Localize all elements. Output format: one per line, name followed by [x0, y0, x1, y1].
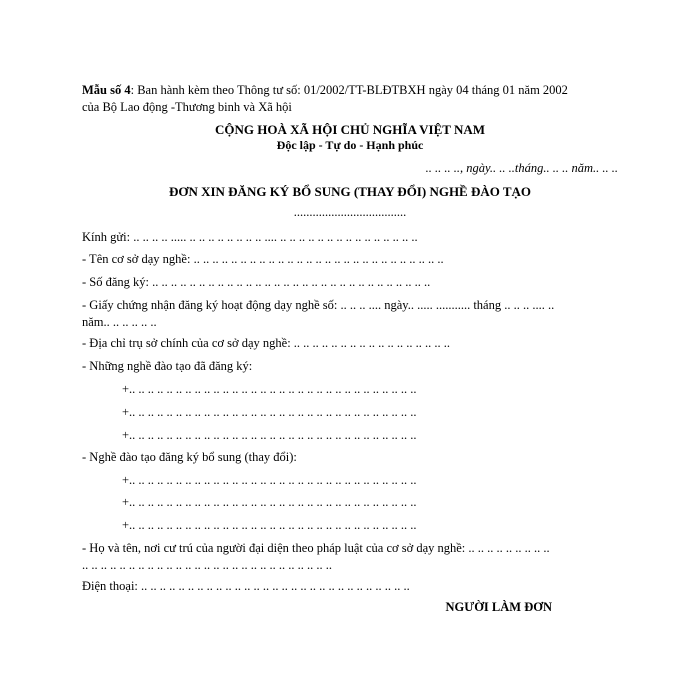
certificate-line: - Giấy chứng nhận đăng ký hoạt động dạy nghề số: .. .. .. .... ngày.. ..... ........... tháng .. .. .. .... ..	[82, 298, 555, 312]
registration-number-line: - Số đăng ký: .. .. .. .. .. .. .. .. .. .. .. .. .. .. .. .. .. .. .. .. .. .. .. .. .. .. .. .. .. ..	[82, 275, 431, 289]
additional-trade-item: +.. .. .. .. .. .. .. .. .. .. .. .. .. .. .. .. .. .. .. .. .. .. .. .. .. .. .. .. .. .. ..	[122, 518, 417, 532]
signature-label: NGƯỜI LÀM ĐƠN	[445, 600, 552, 614]
national-motto: Độc lập - Tự do - Hạnh phúc	[276, 138, 424, 152]
registered-trade-item: +.. .. .. .. .. .. .. .. .. .. .. .. .. .. .. .. .. .. .. .. .. .. .. .. .. .. .. .. .. .. ..	[122, 405, 417, 419]
ministry-line: của Bộ Lao động -Thương binh và Xã hội	[82, 100, 292, 114]
country-name: CỘNG HOÀ XÃ HỘI CHỦ NGHĨA VIỆT NAM	[214, 122, 486, 137]
registered-trades-label: - Những nghề đào tạo đã đăng ký:	[82, 359, 253, 373]
form-number: Mẫu số 4	[82, 83, 131, 97]
additional-trades-label: - Nghề đào tạo đăng ký bổ sung (thay đổi):	[82, 450, 297, 464]
issue-text: : Ban hành kèm theo Thông tư số: 01/2002/TT-BLĐTBXH ngày 04 tháng 01 năm 2002	[130, 83, 568, 97]
registered-trade-item: +.. .. .. .. .. .. .. .. .. .. .. .. .. .. .. .. .. .. .. .. .. .. .. .. .. .. .. .. .. .. ..	[122, 382, 417, 396]
issue-note	[82, 83, 568, 98]
form-subtitle: ....................................	[293, 205, 407, 219]
address-line: - Địa chỉ trụ sở chính của cơ sở dạy nghề: .. .. .. .. .. .. .. .. .. .. .. .. .. .. .. .. ..	[82, 336, 451, 350]
registered-trade-item: +.. .. .. .. .. .. .. .. .. .. .. .. .. .. .. .. .. .. .. .. .. .. .. .. .. .. .. .. .. .. ..	[122, 428, 417, 442]
certificate-year-line: năm.. .. .. .. .. ..	[82, 315, 157, 329]
recipient-line: Kính gửi: .. .. .. .. ..... .. .. .. .. .. .. .. .. .... .. .. .. .. .. .. .. .. .. .. .. .. .. .. ..	[82, 230, 418, 244]
representative-line: - Họ và tên, nơi cư trú của người đại diện theo pháp luật của cơ sở dạy nghề: .. .. .. .. .. .. .. .. ..	[82, 541, 550, 555]
date-line: .. .. .. .., ngày.. .. ..tháng.. .. .. năm.. .. ..	[425, 161, 618, 175]
form-title: ĐƠN XIN ĐĂNG KÝ BỔ SUNG (THAY ĐỔI) NGHỀ ĐÀO TẠO	[168, 184, 532, 199]
representative-continuation: .. .. .. .. .. .. .. .. .. .. .. .. .. .. .. .. .. .. .. .. .. .. .. .. .. .. ..	[82, 558, 332, 572]
additional-trade-item: +.. .. .. .. .. .. .. .. .. .. .. .. .. .. .. .. .. .. .. .. .. .. .. .. .. .. .. .. .. .. ..	[122, 473, 417, 487]
phone-line: Điện thoại: .. .. .. .. .. .. .. .. .. .. .. .. .. .. .. .. .. .. .. .. .. .. .. .. .. .. .. .. ..	[82, 579, 410, 593]
additional-trade-item: +.. .. .. .. .. .. .. .. .. .. .. .. .. .. .. .. .. .. .. .. .. .. .. .. .. .. .. .. .. .. ..	[122, 495, 417, 509]
institution-name-line: - Tên cơ sở dạy nghề: .. .. .. .. .. .. .. .. .. .. .. .. .. .. .. .. .. .. .. .. .. .. .. .. .. .. ..	[82, 252, 444, 266]
